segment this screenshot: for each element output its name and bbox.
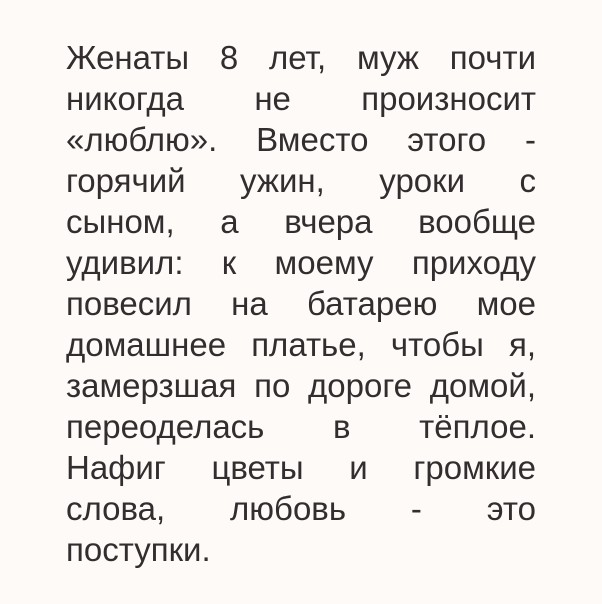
text-line: повесил на батарею мое xyxy=(66,285,536,322)
text-line: замерзшая по дороге домой, xyxy=(66,367,536,404)
text-line: слова, любовь - это xyxy=(66,490,536,527)
quote-text-block xyxy=(66,37,536,570)
text-line: домашнее платье, чтобы я, xyxy=(66,326,536,363)
text-line: никогда не произносит xyxy=(66,80,536,117)
text-line: переоделась в тёплое. xyxy=(66,408,536,445)
text-line: Нафиг цветы и громкие xyxy=(66,449,536,486)
text-line: Женаты 8 лет, муж почти xyxy=(66,39,536,76)
text-line: сыном, а вчера вообще xyxy=(66,203,536,240)
text-line-last: поступки. xyxy=(66,531,211,568)
text-line: удивил: к моему приходу xyxy=(66,244,536,281)
text-line: «люблю». Вместо этого - xyxy=(66,121,536,158)
text-line: горячий ужин, уроки с xyxy=(66,162,536,199)
